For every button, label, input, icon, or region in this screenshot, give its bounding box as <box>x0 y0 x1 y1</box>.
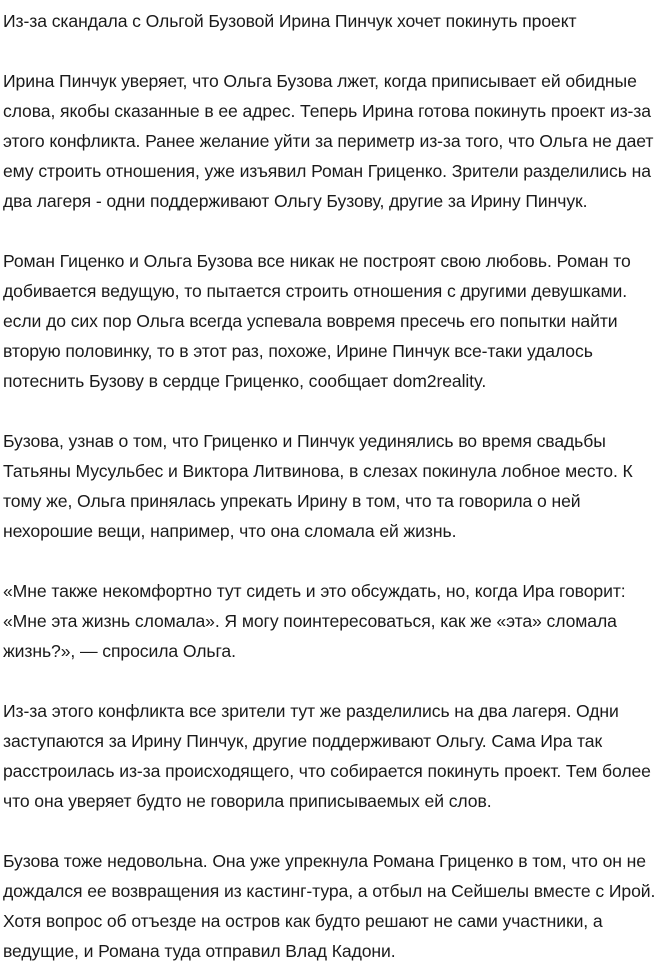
article-paragraph-5: Из-за этого конфликта все зрители тут же разделились на два лагеря. Одни заступаются за Ирину Пинчук, другие поддерживают Ольгу. Сама Ира так расстроилась из-за происходящего, что собирается покинуть проект. Тем более что она уверяет будто не говорила приписываемых ей слов. <box>3 701 651 811</box>
page-title: Из-за скандала с Ольгой Бузовой Ирина Пинчук хочет покинуть проект <box>3 11 577 31</box>
article-quote-paragraph: «Мне также некомфортно тут сидеть и это обсуждать, но, когда Ира говорит: «Мне эта жизнь сломала». Я могу поинтересоваться, как же «эта» сломала жизнь?», — спросила Ольга. <box>3 581 626 661</box>
paragraph-gap-5 <box>3 816 666 846</box>
article-paragraph-1: Ирина Пинчук уверяет, что Ольга Бузова лжет, когда приписывает ей обидные слова, якобы сказанные в ее адрес. Теперь Ирина готова покинуть проект из-за этого конфликта. Ранее желание уйти за периметр из-за того, что Ольга не дает ему строить отношения, уже изъявил Роман Гриценко. Зрители разделились на два лагеря - одни поддерживают Ольгу Бузову, другие за Ирину Пинчук. <box>3 71 654 211</box>
paragraph-gap-2 <box>3 396 666 426</box>
article-paragraph-6: Бузова тоже недовольна. Она уже упрекнула Романа Гриценко в том, что он не дождался ее возвращения из кастинг-тура, а отбыл на Сейшелы вместе с Ирой. Хотя вопрос об отъезде на остров как будто решают не сами участники, а ведущие, и Романа туда отправил Влад Кадони. <box>3 851 656 961</box>
article-paragraph-3: Бузова, узнав о том, что Гриценко и Пинчук уединялись во время свадьбы Татьяны Мусульбес и Виктора Литвинова, в слезах покинула лобное место. К тому же, Ольга принялась упрекать Ирину в том, что та говорила о ней нехорошие вещи, например, что она сломала ей жизнь. <box>3 431 633 541</box>
paragraph-gap-1 <box>3 216 666 246</box>
article-paragraph-2: Роман Гиценко и Ольга Бузова все никак не построят свою любовь. Роман то добивается ведущую, то пытается строить отношения с другими девушками. если до сих пор Ольга всегда успевала вовремя пресечь его попытки найти вторую половинку, то в этот раз, похоже, Ирине Пинчук все-таки удалось потеснить Бузову в сердце Гриценко, сообщает dom2reality. <box>3 251 631 391</box>
paragraph-gap-4 <box>3 666 666 696</box>
paragraph-gap-3 <box>3 546 666 576</box>
headline-paragraph-gap <box>3 36 666 66</box>
